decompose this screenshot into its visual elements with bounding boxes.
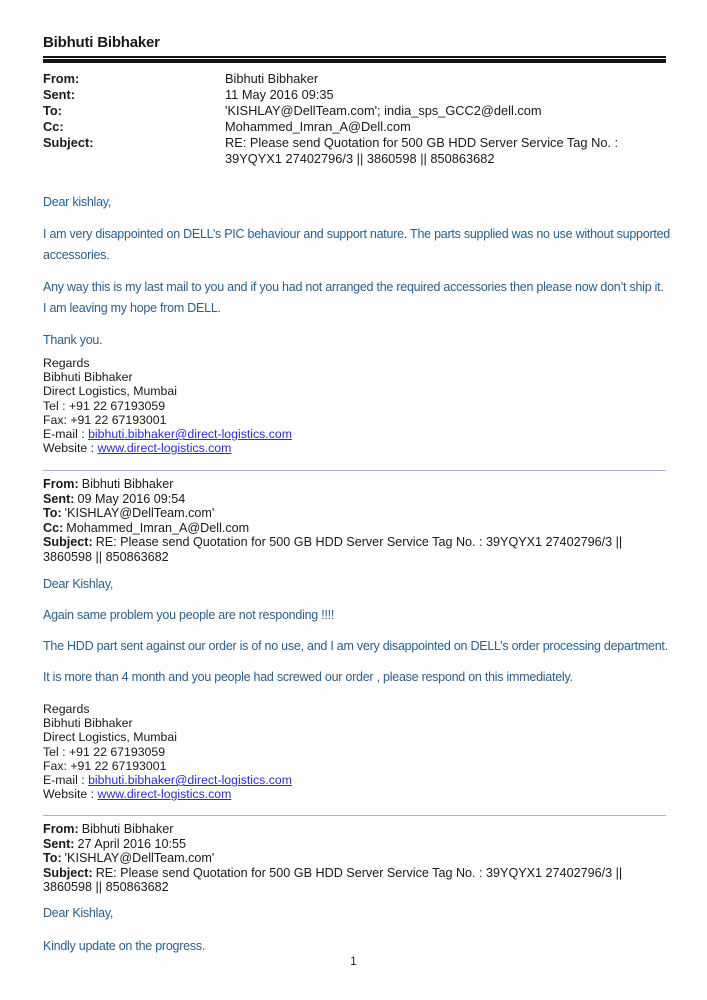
to-value: 'KISHLAY@DellTeam.com' <box>64 851 215 866</box>
subject-value: RE: Please send Quotation for 500 GB HDD Server Service Tag No. : 39YQYX1 27402796/3 || 3860598 || 850863682 <box>43 865 623 895</box>
email2-header <box>43 477 666 565</box>
signature-company: Direct Logistics, Mumbai <box>43 384 177 399</box>
email-label: E-mail : <box>43 773 89 788</box>
email1-paragraph: I am very disappointed on DELL’s PIC behaviour and support nature. The parts supplied was no use without supported accessories. <box>43 227 670 262</box>
signature-block <box>43 702 292 801</box>
website-label: Website : <box>43 787 98 802</box>
email-link[interactable]: bibhuti.bibhaker@direct-logistics.com <box>88 773 292 788</box>
email1-body <box>43 192 670 362</box>
email2-body <box>43 574 672 698</box>
subject-label: Subject: <box>43 535 93 550</box>
sent-label: Sent: <box>43 87 75 102</box>
email2-sent-row <box>43 492 666 507</box>
signature-name: Bibhuti Bibhaker <box>43 370 133 385</box>
email3-subject-row <box>43 866 666 895</box>
email3-from-row <box>43 822 666 837</box>
signature-email-line <box>43 427 292 441</box>
sent-label: Sent: <box>43 491 75 506</box>
from-value: Bibhuti Bibhaker <box>225 71 319 86</box>
email1-from-row <box>43 71 666 87</box>
email2-subject-row <box>43 535 666 564</box>
email3-to-row <box>43 851 666 866</box>
email3-sent-row <box>43 837 666 852</box>
email2-paragraph: The HDD part sent against our order is of no use, and I am very disappointed on DELL’s order processing department. <box>43 639 668 653</box>
email3-header <box>43 822 666 895</box>
to-value: 'KISHLAY@DellTeam.com'; india_sps_GCC2@dell.com <box>225 103 542 118</box>
email1-header <box>43 71 666 167</box>
from-label: From: <box>43 477 79 491</box>
from-label: From: <box>43 71 80 86</box>
from-label: From: <box>43 822 79 836</box>
title-rule-thick <box>43 59 666 63</box>
signature-fax: Fax: +91 22 67193001 <box>43 412 167 427</box>
website-label: Website : <box>43 441 98 456</box>
cc-value: Mohammed_Imran_A@Dell.com <box>225 119 411 134</box>
signature-fax: Fax: +91 22 67193001 <box>43 758 167 773</box>
signature-tel: Tel : +91 22 67193059 <box>43 744 166 759</box>
email1-sent-row <box>43 87 666 103</box>
email2-block <box>43 470 666 565</box>
title-block <box>43 34 666 63</box>
sent-label: Sent: <box>43 836 75 851</box>
signature-regards: Regards <box>43 702 90 716</box>
signature-company: Direct Logistics, Mumbai <box>43 730 177 745</box>
signature-tel: Tel : +91 22 67193059 <box>43 398 166 413</box>
email-separator <box>43 815 666 816</box>
signature-regards: Regards <box>43 356 90 370</box>
email2-from-row <box>43 477 666 492</box>
cc-value: Mohammed_Imran_A@Dell.com <box>66 520 250 535</box>
cc-label: Cc: <box>43 119 64 134</box>
email1-closing: Thank you. <box>43 333 103 347</box>
email2-paragraph: It is more than 4 month and you people had screwed our order , please respond on this immediately. <box>43 670 573 684</box>
email1-cc-row <box>43 119 666 135</box>
email-label: E-mail : <box>43 427 89 442</box>
subject-value: RE: Please send Quotation for 500 GB HDD Server Service Tag No. : 39YQYX1 27402796/3 || 3860598 || 850863682 <box>225 135 619 166</box>
page-title: Bibhuti Bibhaker <box>43 34 160 51</box>
cc-label: Cc: <box>43 520 64 535</box>
email1-paragraph: Any way this is my last mail to you and if you had not arranged the required accessories then please now don’t ship it. I am leaving my hope from DELL. <box>43 280 664 315</box>
email2-paragraph: Again same problem you people are not responding !!!! <box>43 608 335 622</box>
signature-name: Bibhuti Bibhaker <box>43 716 133 731</box>
subject-label: Subject: <box>43 865 93 880</box>
page-number: 1 <box>350 956 357 968</box>
subject-label: Subject: <box>43 135 94 150</box>
email2-greeting: Dear Kishlay, <box>43 577 114 591</box>
email3-block <box>43 815 666 895</box>
sent-value: 27 April 2016 10:55 <box>77 836 187 851</box>
email1-greeting: Dear kishlay, <box>43 195 112 209</box>
signature-block <box>43 356 292 455</box>
email3-paragraph: Kindly update on the progress. <box>43 939 206 953</box>
email-separator <box>43 470 666 471</box>
website-link[interactable]: www.direct-logistics.com <box>97 441 232 456</box>
to-label: To: <box>43 506 62 521</box>
email1-to-row <box>43 103 666 119</box>
from-value: Bibhuti Bibhaker <box>81 822 174 836</box>
sent-value: 11 May 2016 09:35 <box>225 87 334 102</box>
from-value: Bibhuti Bibhaker <box>81 477 174 491</box>
website-link[interactable]: www.direct-logistics.com <box>97 787 232 802</box>
title-rule-thin <box>43 56 666 58</box>
to-label: To: <box>43 103 62 118</box>
email1-subject-row <box>43 135 666 167</box>
signature-website-line <box>43 441 292 455</box>
to-value: 'KISHLAY@DellTeam.com' <box>64 506 215 521</box>
email3-greeting: Dear Kishlay, <box>43 906 114 920</box>
signature-website-line <box>43 787 292 801</box>
subject-value: RE: Please send Quotation for 500 GB HDD Server Service Tag No. : 39YQYX1 27402796/3 || 3860598 || 850863682 <box>43 535 623 564</box>
email2-to-row <box>43 506 666 521</box>
signature-email-line <box>43 773 292 787</box>
email-link[interactable]: bibhuti.bibhaker@direct-logistics.com <box>88 427 292 442</box>
sent-value: 09 May 2016 09:54 <box>77 491 186 506</box>
email2-cc-row <box>43 521 666 536</box>
to-label: To: <box>43 851 62 866</box>
